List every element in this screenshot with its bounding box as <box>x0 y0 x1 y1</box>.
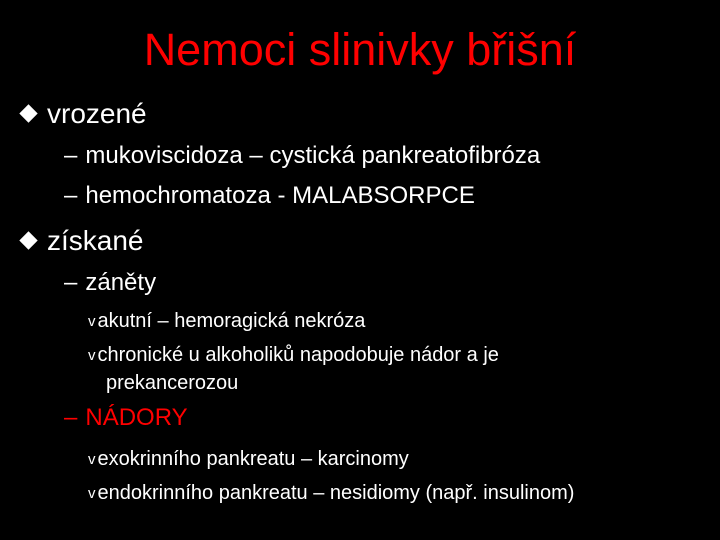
subitem-chronicke <box>88 342 499 369</box>
checkmark-bullet-icon: v <box>88 347 96 364</box>
subitem-text: exokrinního pankreatu – karcinomy <box>97 448 409 470</box>
group-heading-zanety <box>64 269 156 297</box>
checkmark-bullet-icon: v <box>88 451 96 468</box>
checkmark-bullet-icon: v <box>88 313 96 330</box>
slide-title: Nemoci slinivky břišní <box>143 24 577 75</box>
dash-marker: – <box>64 182 78 209</box>
dash-marker: – <box>64 269 78 296</box>
dash-marker: – <box>64 142 78 169</box>
list-item-mukoviscidoza <box>64 142 540 170</box>
list-item-hemochromatoza <box>64 182 475 210</box>
group-heading-nadory <box>64 404 188 432</box>
subitem-continuation: prekancerozou <box>106 372 239 394</box>
item-text: mukoviscidoza – cystická pankreatofibróza <box>85 142 541 169</box>
diamond-bullet-icon <box>19 104 37 122</box>
item-text: hemochromatoza - MALABSORPCE <box>85 182 475 209</box>
checkmark-bullet-icon: v <box>88 485 96 502</box>
subitem-akutni <box>88 308 365 335</box>
subitem-text: akutní – hemoragická nekróza <box>97 310 366 332</box>
subitem-exokrinniho <box>88 446 409 473</box>
diamond-bullet-icon <box>19 231 37 249</box>
dash-marker: – <box>64 404 78 431</box>
subitem-text: chronické u alkoholiků napodobuje nádor a je <box>97 344 499 366</box>
section-label-vrozene: vrozené <box>47 98 147 129</box>
group-heading: záněty <box>85 269 157 296</box>
subitem-text: endokrinního pankreatu – nesidiomy (např. insulinom) <box>97 482 575 504</box>
group-heading: NÁDORY <box>85 404 188 431</box>
bullet-ziskane <box>16 225 144 257</box>
section-label-ziskane: získané <box>47 225 144 256</box>
subitem-endokrinniho <box>88 480 574 507</box>
bullet-vrozene <box>16 98 147 130</box>
